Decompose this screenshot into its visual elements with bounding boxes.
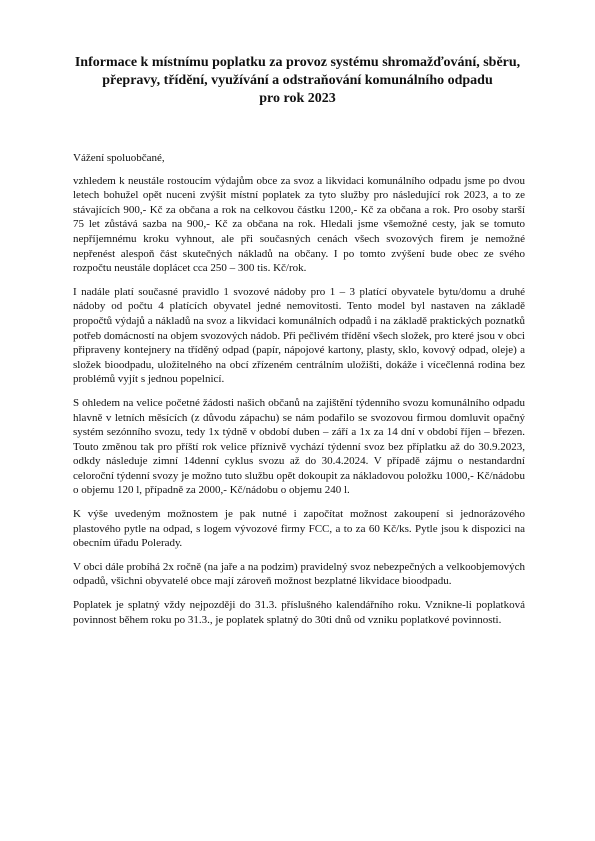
title-line: pro rok 2023: [259, 91, 336, 106]
title-line: Informace k místnímu poplatku za provoz systému shromažďování, sběru,: [74, 55, 521, 70]
paragraph-fee-increase: vzhledem k neustále rostoucím výdajům obce za svoz a likvidaci komunálního odpadu jsme po dvou letech bohužel opět nuceni zvýšit místní poplatek za tyto služby pro následující rok 2023, a to ze stávajících 900,- Kč za občana a rok na celkovou částku 1200,- Kč za občana a rok. Pro osoby starší 75 let zůstává sazba na 900,- Kč za občana na rok. Hledali jsme všemožné cesty, jak se tomuto nepříjemnému kroku vyhnout, ale při současných cenách všech svozových firem je nemožné nepřenést alespoň část skutečných nákladů na občany. I po tomto zvýšení bude obec ze svého rozpočtu neustále doplácet cca 250 – 300 tis. Kč/rok.: [73, 174, 525, 275]
paragraph-bin-rules: I nadále platí současné pravidlo 1 svozové nádoby pro 1 – 3 platící obyvatele bytu/domu a druhé nádoby od počtu 4 platících obyvatel jedné nemovitosti. Tento model byl nastaven na základě propočtů výdajů a nákladů na svoz a likvidaci komunálních odpadů i na základě praktických poznatků potřeb domácností na objem svozových nádob. Při pečlivém třídění všech složek, pro které jsou v obci připraveny kontejnery na tříděný odpad (papír, nápojové kartony, plasty, sklo, kovový odpad, oleje) a složek bioodpadu, uložitelného na obcí zřízeném centrálním uložišti, dokáže i vícečlenná rodina bez problémů vyjít s jednou popelnicí.: [73, 285, 525, 386]
document-title: [60, 54, 535, 108]
greeting: Vážení spoluobčané,: [73, 152, 165, 164]
paragraph-hazardous-waste: V obci dále probíhá 2x ročně (na jaře a na podzim) pravidelný svoz nebezpečných a velkoobjemových odpadů, všichni obyvatelé obce mají zároveň možnost bezplatné likvidace bioodpadu.: [73, 560, 525, 588]
title-line: přepravy, třídění, využívání a odstraňování komunálního odpadu: [102, 73, 493, 88]
paragraph-waste-bags: K výše uvedeným možnostem je pak nutné i započítat možnost zakoupení si jednorázového plastového pytle na odpad, s logem vývozové firmy FCC, a to za 60 Kč/ks. Pytle jsou k dispozici na obecním úřadu Poleradу.: [73, 508, 525, 550]
document-body: [73, 151, 525, 636]
paragraph-payment-deadline: Poplatek je splatný vždy nejpozději do 31.3. příslušného kalendářního roku. Vznikne-li poplatková povinnost během roku po 31.3., je poplatek splatný do 30ti dnů od vzniku poplatkové povinnosti.: [73, 599, 525, 626]
paragraph-collection-schedule: S ohledem na velice početné žádosti našich občanů na zajištění týdenního svozu komunálního odpadu hlavně v letních měsících (z důvodu zápachu) se nám podařilo se svozovou firmou domluvit opačný systém sezónního svozu, tedy 1x týdně v období duben – září a 1x za 14 dní v období říjen – březen. Touto změnou tak pro příští rok velice příznivě vychází týdenní svoz bez příplatku až do 30.9.2023, odkdy následuje zimní 14denní cyklus svozu až do 30.4.2024. V případě zájmu o nestandardní celoroční týdenní svozy je možno tuto službu opět dokoupit za nákladovou položku 1000,- Kč/nádobu o objemu 120 l, případně za 2000,- Kč/nádobu o objemu 240 l.: [73, 396, 525, 497]
